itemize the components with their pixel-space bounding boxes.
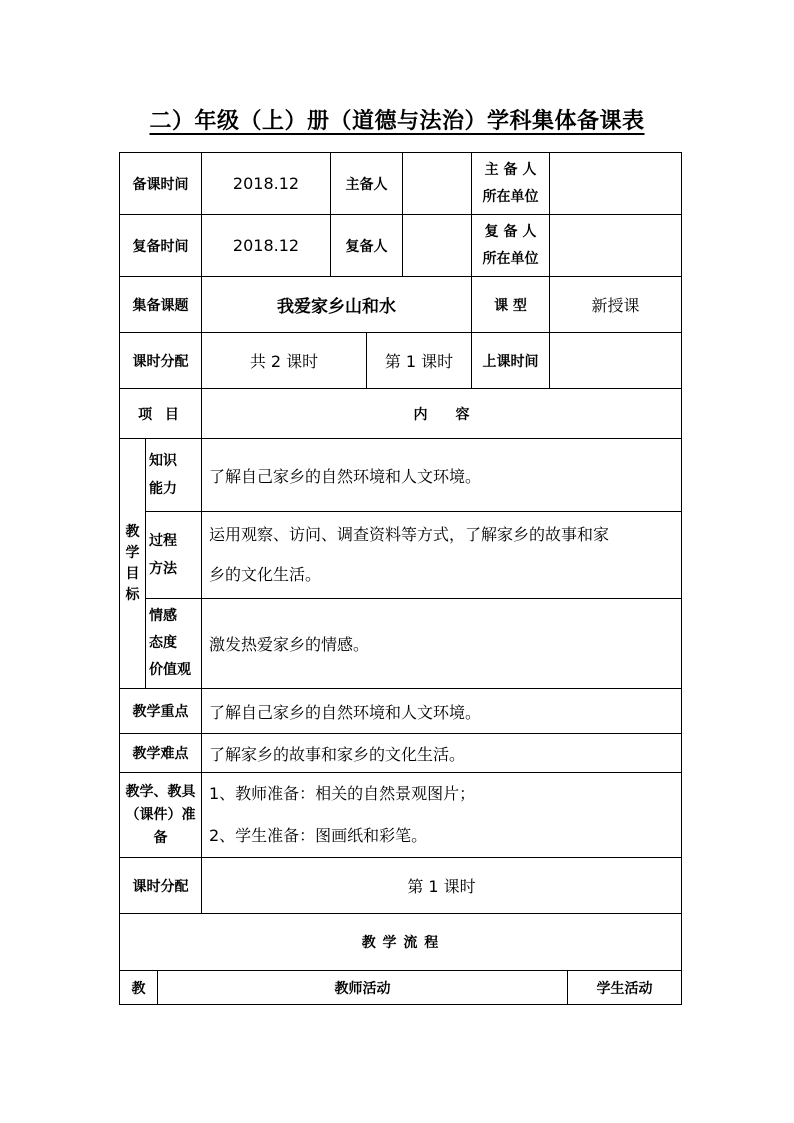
flow-header-col1: 教 (131, 980, 146, 997)
prep-time-label: 备课时间 (132, 176, 189, 193)
review-unit-label (472, 215, 549, 276)
knowledge-text: 了解自己家乡的自然环境和人文环境。 (209, 466, 482, 486)
process-label-line2: 方法 (149, 561, 177, 577)
flow-title: 教 学 流 程 (361, 935, 440, 951)
difficulty-text: 了解家乡的故事和家乡的文化生活。 (209, 744, 466, 764)
key-point-label: 教学重点 (132, 704, 189, 720)
emotion-text: 激发热爱家乡的情感。 (209, 635, 370, 654)
review-unit-label-line2: 所在单位 (482, 250, 539, 267)
knowledge-label-line1: 知识 (149, 453, 177, 469)
period-current: 第 1 课时 (384, 352, 454, 371)
prep-label-line3: 备 (153, 829, 168, 846)
main-preparer-label: 主备人 (345, 176, 388, 193)
flow-header-student: 学生活动 (596, 980, 653, 997)
prep-label-line1: 教学、教具 (125, 783, 196, 800)
class-time-label: 上课时间 (482, 353, 539, 370)
objectives-char-4: 标 (125, 586, 140, 603)
class-time-value (550, 333, 681, 388)
main-unit-label (472, 153, 549, 214)
page-title: 二）年级（上）册（道德与法治）学科集体备课表 (149, 109, 645, 134)
prep-item-1: 1、教师准备：相关的自然景观图片； (209, 784, 476, 803)
review-unit-label-line1: 复 备 人 (484, 223, 537, 240)
process-label-line1: 过程 (149, 533, 177, 549)
period2-label: 课时分配 (132, 878, 189, 895)
difficulty-label: 教学难点 (132, 746, 189, 762)
period-total: 共 2 课时 (249, 352, 319, 371)
period-label: 课时分配 (132, 353, 189, 370)
review-time-label: 复备时间 (132, 238, 189, 255)
emotion-label-line3: 价值观 (149, 662, 191, 678)
item-header: 项 目 (138, 406, 183, 423)
objectives-char-1: 教 (125, 523, 140, 540)
main-unit-label-line2: 所在单位 (482, 188, 539, 205)
knowledge-label-line2: 能力 (149, 481, 177, 497)
review-unit-value (550, 215, 681, 276)
main-preparer-value (403, 153, 471, 214)
emotion-label (146, 599, 201, 688)
review-preparer-value (403, 215, 471, 276)
main-unit-label-line1: 主 备 人 (484, 161, 537, 178)
lesson-type-label: 课 型 (494, 297, 527, 314)
process-text (202, 512, 681, 598)
lesson-type-value: 新授课 (591, 296, 640, 315)
objectives-group-label (120, 439, 145, 688)
period2-value: 第 1 课时 (407, 877, 476, 896)
review-preparer-label: 复备人 (345, 238, 388, 255)
prep-item-2: 2、学生准备：图画纸和彩笔。 (209, 826, 428, 845)
process-text-line1: 运用观察、访问、调查资料等方式，了解家乡的故事和家 (209, 525, 610, 544)
process-label (146, 512, 201, 598)
knowledge-label (146, 439, 201, 511)
objectives-char-3: 目 (125, 565, 140, 582)
prep-items (202, 773, 681, 857)
topic-label: 集备课题 (132, 297, 189, 314)
topic-value: 我爱家乡山和水 (277, 297, 396, 317)
prep-time-value: 2018.12 (232, 174, 300, 193)
key-point-text: 了解自己家乡的自然环境和人文环境。 (209, 702, 482, 722)
prep-label (120, 773, 201, 857)
prep-label-line2: （课件）准 (125, 806, 196, 823)
objectives-char-2: 学 (125, 544, 140, 561)
emotion-label-line1: 情感 (149, 608, 177, 624)
process-text-line2: 乡的文化生活。 (209, 565, 322, 584)
emotion-label-line2: 态度 (149, 635, 177, 651)
content-header: 内 容 (413, 406, 470, 423)
main-unit-value (550, 153, 681, 214)
flow-header-teacher: 教师活动 (334, 980, 391, 997)
review-time-value: 2018.12 (232, 236, 300, 255)
